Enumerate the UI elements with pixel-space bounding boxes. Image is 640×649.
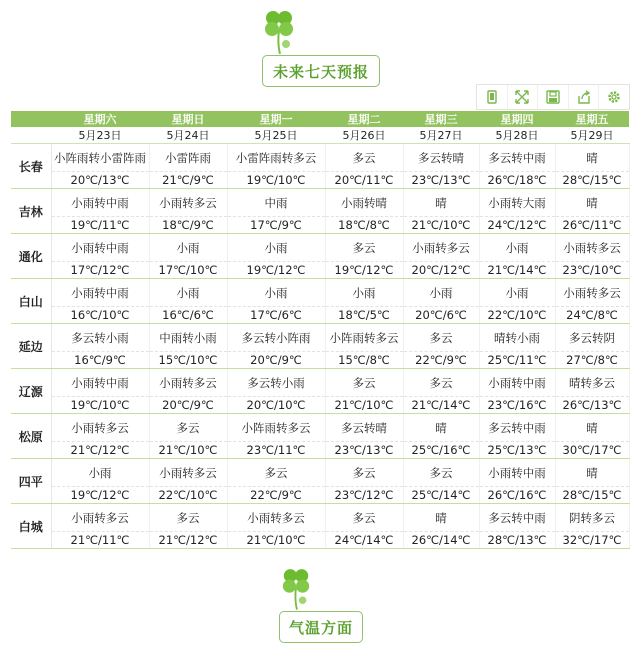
temperature-range: 16℃/10℃ — [51, 307, 149, 324]
weather-condition: 小雨 — [479, 279, 555, 307]
clover-icon — [262, 8, 296, 54]
weather-condition: 晴 — [403, 414, 479, 442]
weekday-label: 星期三 — [403, 111, 479, 127]
temperature-range: 26℃/11℃ — [555, 217, 629, 234]
temperature-range: 30℃/17℃ — [555, 442, 629, 459]
weather-condition: 多云 — [149, 414, 227, 442]
temperature-range: 17℃/12℃ — [51, 262, 149, 279]
weather-condition: 小雨 — [149, 279, 227, 307]
temperature-range: 15℃/10℃ — [149, 352, 227, 369]
city-name: 白城 — [11, 504, 51, 549]
weather-condition: 小雨转中雨 — [51, 369, 149, 397]
weather-condition: 小阵雨转小雷阵雨 — [51, 144, 149, 172]
temperature-range: 19℃/12℃ — [227, 262, 325, 279]
weekday-label: 星期日 — [149, 111, 227, 127]
temperature-range: 19℃/10℃ — [227, 172, 325, 189]
weather-condition: 多云 — [325, 459, 403, 487]
city-name: 吉林 — [11, 189, 51, 234]
temperature-range: 20℃/10℃ — [227, 397, 325, 414]
city-name: 白山 — [11, 279, 51, 324]
date-header-row — [11, 127, 629, 144]
city-condition-row — [11, 234, 629, 262]
temperature-range: 28℃/15℃ — [555, 487, 629, 504]
city-temperature-row — [11, 487, 629, 504]
city-name: 四平 — [11, 459, 51, 504]
temperature-range: 23℃/10℃ — [555, 262, 629, 279]
temperature-range: 20℃/11℃ — [325, 172, 403, 189]
weekday-label: 星期五 — [555, 111, 629, 127]
temperature-range: 19℃/12℃ — [325, 262, 403, 279]
section-title-climate: 气温方面 — [279, 611, 363, 643]
weather-condition: 小雨转多云 — [555, 279, 629, 307]
temperature-range: 21℃/14℃ — [403, 397, 479, 414]
temperature-range: 17℃/6℃ — [227, 307, 325, 324]
weather-condition: 小雨 — [227, 279, 325, 307]
section-title-forecast: 未来七天预报 — [262, 55, 380, 87]
weather-condition: 小雨转多云 — [403, 234, 479, 262]
city-name: 通化 — [11, 234, 51, 279]
temperature-range: 21℃/10℃ — [325, 397, 403, 414]
temperature-range: 26℃/18℃ — [479, 172, 555, 189]
weather-condition: 小雨转晴 — [325, 189, 403, 217]
temperature-range: 21℃/11℃ — [51, 532, 149, 549]
city-temperature-row — [11, 532, 629, 549]
weather-condition: 小阵雨转多云 — [227, 414, 325, 442]
weather-condition: 小阵雨转多云 — [325, 324, 403, 352]
temperature-range: 20℃/13℃ — [51, 172, 149, 189]
weather-condition: 小雨转多云 — [51, 414, 149, 442]
weather-condition: 多云转小雨 — [51, 324, 149, 352]
temperature-range: 15℃/8℃ — [325, 352, 403, 369]
weather-condition: 晴 — [555, 189, 629, 217]
temperature-range: 25℃/11℃ — [479, 352, 555, 369]
temperature-range: 28℃/15℃ — [555, 172, 629, 189]
settings-icon[interactable] — [599, 85, 629, 109]
temperature-range: 23℃/13℃ — [325, 442, 403, 459]
weather-condition: 多云 — [325, 369, 403, 397]
forecast-body — [11, 144, 629, 549]
date-label: 5月26日 — [325, 127, 403, 144]
weather-condition: 小雨 — [51, 459, 149, 487]
temperature-range: 25℃/13℃ — [479, 442, 555, 459]
weather-condition: 晴 — [555, 144, 629, 172]
clover-icon — [280, 566, 312, 610]
temperature-range: 16℃/9℃ — [51, 352, 149, 369]
weather-condition: 小雨 — [149, 234, 227, 262]
city-temperature-row — [11, 172, 629, 189]
weather-condition: 多云 — [227, 459, 325, 487]
city-condition-row — [11, 504, 629, 532]
temperature-range: 17℃/10℃ — [149, 262, 227, 279]
temperature-range: 20℃/9℃ — [149, 397, 227, 414]
weather-condition: 小雨 — [479, 234, 555, 262]
weather-condition: 多云 — [325, 144, 403, 172]
city-temperature-row — [11, 442, 629, 459]
temperature-range: 23℃/11℃ — [227, 442, 325, 459]
weather-condition: 多云 — [325, 504, 403, 532]
city-temperature-row — [11, 397, 629, 414]
city-condition-row — [11, 144, 629, 172]
city-condition-row — [11, 189, 629, 217]
date-label: 5月27日 — [403, 127, 479, 144]
share-icon[interactable] — [569, 85, 600, 109]
temperature-range: 24℃/8℃ — [555, 307, 629, 324]
weather-condition: 多云 — [149, 504, 227, 532]
temperature-range: 19℃/11℃ — [51, 217, 149, 234]
temperature-range: 32℃/17℃ — [555, 532, 629, 549]
temperature-range: 21℃/10℃ — [403, 217, 479, 234]
temperature-range: 28℃/13℃ — [479, 532, 555, 549]
weather-condition: 中雨 — [227, 189, 325, 217]
city-condition-row — [11, 369, 629, 397]
date-label: 5月25日 — [227, 127, 325, 144]
weather-condition: 小雨转多云 — [149, 459, 227, 487]
temperature-range: 21℃/10℃ — [149, 442, 227, 459]
save-icon[interactable] — [538, 85, 569, 109]
weather-condition: 多云转中雨 — [479, 504, 555, 532]
city-condition-row — [11, 324, 629, 352]
temperature-range: 18℃/9℃ — [149, 217, 227, 234]
weather-condition: 多云 — [403, 369, 479, 397]
weekday-label: 星期四 — [479, 111, 555, 127]
temperature-range: 21℃/9℃ — [149, 172, 227, 189]
temperature-range: 25℃/14℃ — [403, 487, 479, 504]
weather-condition: 多云转晴 — [403, 144, 479, 172]
date-label: 5月29日 — [555, 127, 629, 144]
weather-condition: 晴转小雨 — [479, 324, 555, 352]
temperature-range: 27℃/8℃ — [555, 352, 629, 369]
temperature-range: 22℃/9℃ — [227, 487, 325, 504]
weather-condition: 小雨转多云 — [149, 369, 227, 397]
weather-condition: 多云转小阵雨 — [227, 324, 325, 352]
fullscreen-icon[interactable] — [508, 85, 539, 109]
temperature-range: 21℃/12℃ — [149, 532, 227, 549]
temperature-range: 23℃/12℃ — [325, 487, 403, 504]
weather-condition: 小雨转多云 — [555, 234, 629, 262]
weather-condition: 多云 — [403, 324, 479, 352]
temperature-range: 24℃/12℃ — [479, 217, 555, 234]
temperature-range: 26℃/13℃ — [555, 397, 629, 414]
weather-condition: 多云转中雨 — [479, 144, 555, 172]
weather-condition: 多云转阴 — [555, 324, 629, 352]
temperature-range: 23℃/16℃ — [479, 397, 555, 414]
weather-condition: 晴 — [555, 459, 629, 487]
weather-condition: 小雷阵雨 — [149, 144, 227, 172]
city-condition-row — [11, 414, 629, 442]
city-temperature-row — [11, 307, 629, 324]
weather-condition: 小雷阵雨转多云 — [227, 144, 325, 172]
weather-condition: 多云 — [325, 234, 403, 262]
date-label: 5月23日 — [51, 127, 149, 144]
weather-condition: 小雨转中雨 — [51, 234, 149, 262]
forecast-table — [11, 111, 630, 549]
weekday-label: 星期六 — [51, 111, 149, 127]
temperature-range: 26℃/14℃ — [403, 532, 479, 549]
city-temperature-row — [11, 352, 629, 369]
weather-condition: 小雨转多云 — [149, 189, 227, 217]
temperature-range: 20℃/6℃ — [403, 307, 479, 324]
temperature-range: 18℃/5℃ — [325, 307, 403, 324]
temperature-range: 21℃/14℃ — [479, 262, 555, 279]
weekday-header-row — [11, 111, 629, 127]
weather-condition: 多云 — [403, 459, 479, 487]
city-name: 长春 — [11, 144, 51, 189]
weather-condition: 晴 — [403, 504, 479, 532]
weather-condition: 多云转晴 — [325, 414, 403, 442]
weather-condition: 小雨转中雨 — [51, 189, 149, 217]
temperature-range: 20℃/9℃ — [227, 352, 325, 369]
temperature-range: 21℃/12℃ — [51, 442, 149, 459]
temperature-range: 23℃/13℃ — [403, 172, 479, 189]
weather-condition: 中雨转小雨 — [149, 324, 227, 352]
weather-condition: 晴转多云 — [555, 369, 629, 397]
weather-condition: 多云转中雨 — [479, 414, 555, 442]
weather-condition: 小雨转多云 — [51, 504, 149, 532]
weather-condition: 阴转多云 — [555, 504, 629, 532]
city-condition-row — [11, 459, 629, 487]
temperature-range: 21℃/10℃ — [227, 532, 325, 549]
temperature-range: 17℃/9℃ — [227, 217, 325, 234]
weather-condition: 小雨转中雨 — [51, 279, 149, 307]
temperature-range: 26℃/16℃ — [479, 487, 555, 504]
date-label: 5月28日 — [479, 127, 555, 144]
weather-condition: 小雨 — [403, 279, 479, 307]
weather-condition: 小雨转中雨 — [479, 459, 555, 487]
temperature-range: 19℃/12℃ — [51, 487, 149, 504]
weather-condition: 小雨转大雨 — [479, 189, 555, 217]
temperature-range: 18℃/8℃ — [325, 217, 403, 234]
date-label: 5月24日 — [149, 127, 227, 144]
temperature-range: 22℃/9℃ — [403, 352, 479, 369]
temperature-range: 22℃/10℃ — [149, 487, 227, 504]
city-name: 松原 — [11, 414, 51, 459]
temperature-range: 20℃/12℃ — [403, 262, 479, 279]
weather-condition: 晴 — [555, 414, 629, 442]
weekday-label: 星期一 — [227, 111, 325, 127]
city-temperature-row — [11, 217, 629, 234]
weekday-label: 星期二 — [325, 111, 403, 127]
city-name: 辽源 — [11, 369, 51, 414]
weather-condition: 晴 — [403, 189, 479, 217]
temperature-range: 22℃/10℃ — [479, 307, 555, 324]
chart-toolbar — [476, 84, 630, 110]
weather-condition: 小雨转多云 — [227, 504, 325, 532]
city-condition-row — [11, 279, 629, 307]
weather-condition: 小雨 — [227, 234, 325, 262]
weather-condition: 小雨转中雨 — [479, 369, 555, 397]
copy-icon[interactable] — [477, 85, 508, 109]
city-temperature-row — [11, 262, 629, 279]
city-name: 延边 — [11, 324, 51, 369]
weather-condition: 小雨 — [325, 279, 403, 307]
temperature-range: 24℃/14℃ — [325, 532, 403, 549]
temperature-range: 19℃/10℃ — [51, 397, 149, 414]
corner-cell — [11, 111, 51, 127]
temperature-range: 16℃/6℃ — [149, 307, 227, 324]
temperature-range: 25℃/16℃ — [403, 442, 479, 459]
weather-condition: 多云转小雨 — [227, 369, 325, 397]
